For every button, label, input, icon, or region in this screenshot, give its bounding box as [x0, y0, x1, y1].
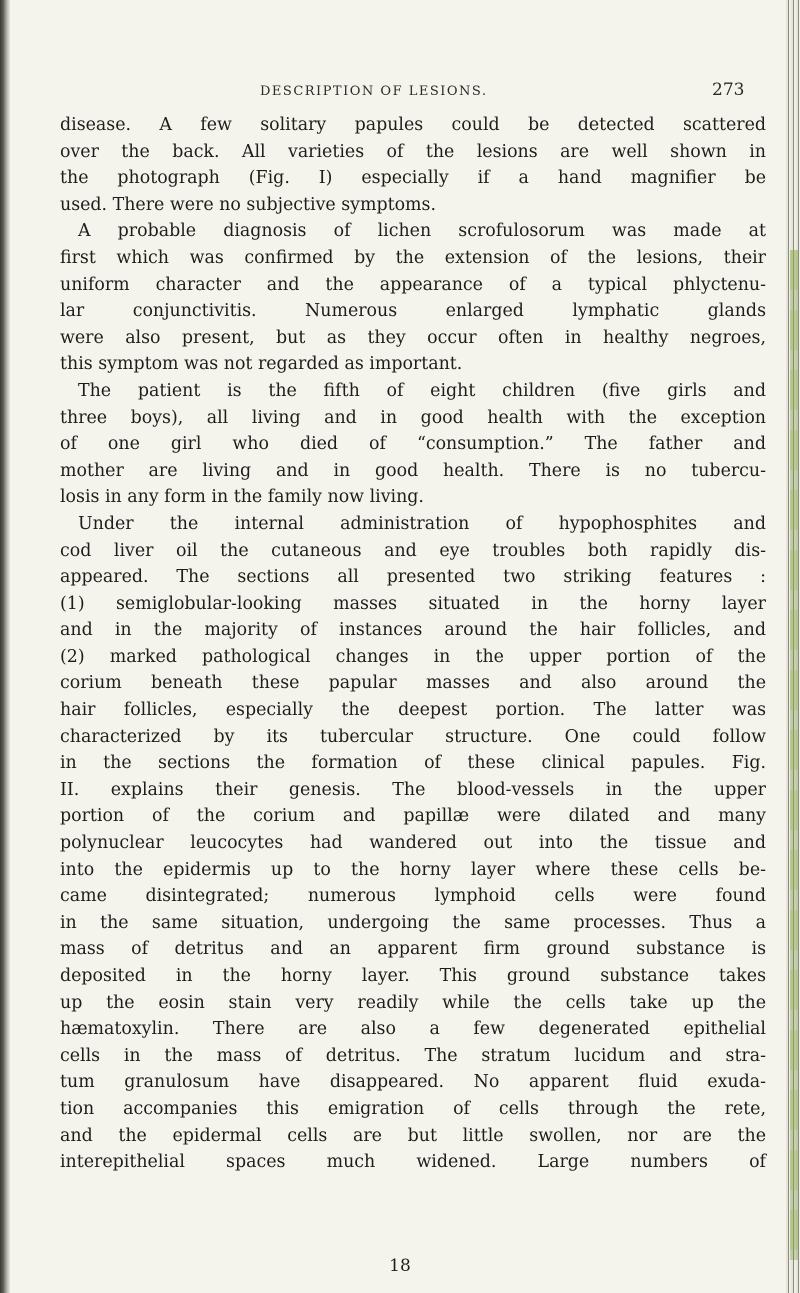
signature-mark: 18	[389, 1256, 411, 1276]
text-line: in the same situation, undergoing the same processes. Thus a	[60, 912, 766, 933]
text-line: first which was confirmed by the extension of the lesions, their	[60, 247, 766, 268]
text-line: over the back. All varieties of the lesions are well shown in	[60, 141, 766, 162]
text-line: II. explains their genesis. The blood-vessels in the upper	[60, 779, 766, 800]
text-line: disease. A few solitary papules could be detected scattered	[60, 115, 766, 135]
text-line: and in the majority of instances around the hair follicles, and	[60, 620, 766, 641]
text-line: (2) marked pathological changes in the upper portion of the	[60, 646, 766, 667]
text-line: into the epidermis up to the horny layer where these cells be-	[60, 859, 766, 880]
text-line: The patient is the fifth of eight children (five girls and	[78, 380, 766, 401]
text-line: of one girl who died of “consumption.” The father and	[60, 434, 766, 455]
text-line: polynuclear leucocytes had wandered out into the tissue and	[60, 833, 766, 854]
text-line: hæmatoxylin. There are also a few degenerated epithelial	[60, 1019, 766, 1040]
text-line: this symptom was not regarded as important.	[60, 354, 463, 375]
text-line: corium beneath these papular masses and also around the	[60, 673, 766, 694]
text-line: tum granulosum have disappeared. No apparent fluid exuda-	[60, 1072, 766, 1093]
text-line: used. There were no subjective symptoms.	[60, 194, 436, 215]
running-head: DESCRIPTION OF LESIONS.	[260, 84, 488, 99]
text-line: and the epidermal cells are but little swollen, nor are the	[60, 1125, 766, 1146]
text-line: characterized by its tubercular structure. One could follow	[60, 726, 766, 747]
page-gutter-shadow	[0, 0, 10, 1293]
text-line: the photograph (Fig. I) especially if a hand magnifier be	[60, 168, 766, 189]
text-line: were also present, but as they occur often in healthy negroes,	[60, 327, 766, 348]
page-number: 273	[712, 80, 745, 100]
body-text	[60, 112, 766, 1176]
text-line: cells in the mass of detritus. The stratum lucidum and stra-	[60, 1045, 766, 1066]
text-line: up the eosin stain very readily while the cells take up the	[60, 992, 766, 1013]
text-line: mother are living and in good health. There is no tubercu-	[60, 460, 766, 481]
page-edge-tint	[790, 250, 798, 1260]
text-line: uniform character and the appearance of a typical phlyctenu-	[60, 274, 766, 295]
text-line: came disintegrated; numerous lymphoid cells were found	[60, 886, 766, 907]
text-line: tion accompanies this emigration of cells through the rete,	[60, 1098, 766, 1119]
text-line: losis in any form in the family now living.	[60, 487, 424, 508]
text-line: (1) semiglobular-looking masses situated in the horny layer	[60, 593, 766, 614]
text-line: lar conjunctivitis. Numerous enlarged lymphatic glands	[60, 301, 766, 322]
text-line: mass of detritus and an apparent firm ground substance is	[60, 939, 766, 960]
text-line: portion of the corium and papillæ were dilated and many	[60, 806, 766, 827]
text-line: Under the internal administration of hypophosphites and	[78, 513, 766, 534]
text-line: in the sections the formation of these clinical papules. Fig.	[60, 753, 766, 774]
text-line: deposited in the horny layer. This ground substance takes	[60, 966, 766, 986]
text-line: cod liver oil the cutaneous and eye troubles both rapidly dis-	[60, 540, 766, 561]
text-line: hair follicles, especially the deepest portion. The latter was	[60, 700, 766, 721]
text-line: three boys), all living and in good health with the exception	[60, 407, 766, 428]
text-line: appeared. The sections all presented two striking features :	[60, 567, 766, 588]
text-line: A probable diagnosis of lichen scrofulosorum was made at	[78, 221, 766, 242]
text-line: interepithelial spaces much widened. Large numbers of	[60, 1152, 766, 1173]
